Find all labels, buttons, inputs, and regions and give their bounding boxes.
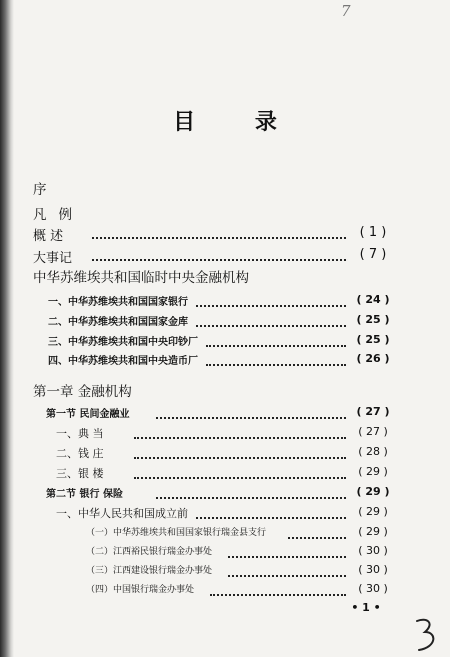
dot-leader: [228, 540, 346, 558]
toc-entry-label: 一、中华苏维埃共和国国家银行: [48, 297, 188, 308]
dot-leader: [92, 243, 346, 261]
toc-page-number: ( 27 ): [358, 425, 388, 438]
corner-mark: 7: [341, 2, 352, 20]
toc-page-number: ( 27 ): [356, 405, 390, 418]
toc-page-number: ( 29 ): [358, 505, 388, 518]
dot-leader: [156, 401, 346, 419]
dot-leader: [196, 501, 346, 519]
toc-entry-label: 大事记: [33, 251, 73, 266]
page-number: • 1 •: [351, 601, 381, 614]
toc-entry[interactable]: [0, 582, 450, 600]
toc-entry-label: （一）中华苏维埃共和国国家银行瑞金县支行: [86, 528, 267, 538]
dot-leader: [196, 289, 346, 307]
toc-entry-overview[interactable]: [0, 225, 450, 243]
toc-entry-label: （二）江西裕民银行瑞金办事处: [86, 547, 213, 557]
chapter-heading: 第一章 金融机构: [33, 384, 132, 400]
toc-entry[interactable]: [0, 544, 450, 562]
toc-entry-label: 第二节 银行 保险: [46, 489, 123, 500]
dot-leader: [134, 461, 346, 479]
toc-page-number: ( 30 ): [358, 563, 388, 576]
toc-page-number: ( 30 ): [358, 582, 388, 595]
toc-page-number: ( 29 ): [358, 525, 388, 538]
toc-page-number: ( 24 ): [356, 293, 390, 306]
dot-leader: [228, 559, 346, 577]
toc-entry[interactable]: [0, 525, 450, 543]
dot-leader: [210, 578, 346, 596]
section-heading: 中华苏维埃共和国临时中央金融机构: [33, 270, 249, 286]
dot-leader: [134, 441, 346, 459]
toc-entry-label: 一、典 当: [56, 427, 104, 440]
dot-leader: [156, 481, 346, 499]
preface-entry: 序: [33, 182, 47, 198]
toc-entry-label: （四）中国银行瑞金办事处: [86, 585, 195, 595]
toc-entry-label: 二、钱 庄: [56, 447, 104, 460]
toc-entry-label: 四、中华苏维埃共和国中央造币厂: [48, 356, 198, 367]
toc-entry-label: 三、中华苏维埃共和国中央印钞厂: [48, 337, 198, 348]
dot-leader: [196, 309, 346, 327]
toc-page-number: ( 29 ): [358, 465, 388, 478]
toc-page-number: ( 7 ): [359, 247, 387, 262]
toc-page-number: ( 25 ): [356, 333, 390, 346]
toc-page-number: ( 28 ): [358, 445, 388, 458]
toc-page-number: ( 30 ): [358, 544, 388, 557]
dot-leader: [206, 329, 346, 347]
dot-leader: [92, 221, 346, 239]
toc-entry-label: 三、银 楼: [56, 467, 104, 480]
guidelines-entry: 凡例: [33, 207, 84, 223]
toc-entry[interactable]: [0, 505, 450, 523]
toc-page-number: ( 29 ): [356, 485, 390, 498]
page-title: 目 录: [173, 109, 303, 135]
toc-entry-label: 二、中华苏维埃共和国国家金库: [48, 317, 188, 328]
handwritten-page-number: [413, 617, 439, 653]
toc-page-number: ( 25 ): [356, 313, 390, 326]
toc-entry-label: 一、中华人民共和国成立前: [56, 507, 188, 520]
toc-entry-chronicle[interactable]: [0, 247, 450, 265]
toc-entry-label: 第一节 民间金融业: [46, 409, 130, 420]
toc-page-number: ( 26 ): [356, 352, 390, 365]
toc-entry[interactable]: [0, 352, 450, 370]
dot-leader: [288, 521, 346, 539]
toc-entry-label: 概 述: [33, 229, 64, 244]
toc-entry-label: （三）江西建设银行瑞金办事处: [86, 566, 213, 576]
toc-page-number: ( 1 ): [359, 225, 387, 240]
dot-leader: [206, 348, 346, 366]
dot-leader: [134, 421, 346, 439]
